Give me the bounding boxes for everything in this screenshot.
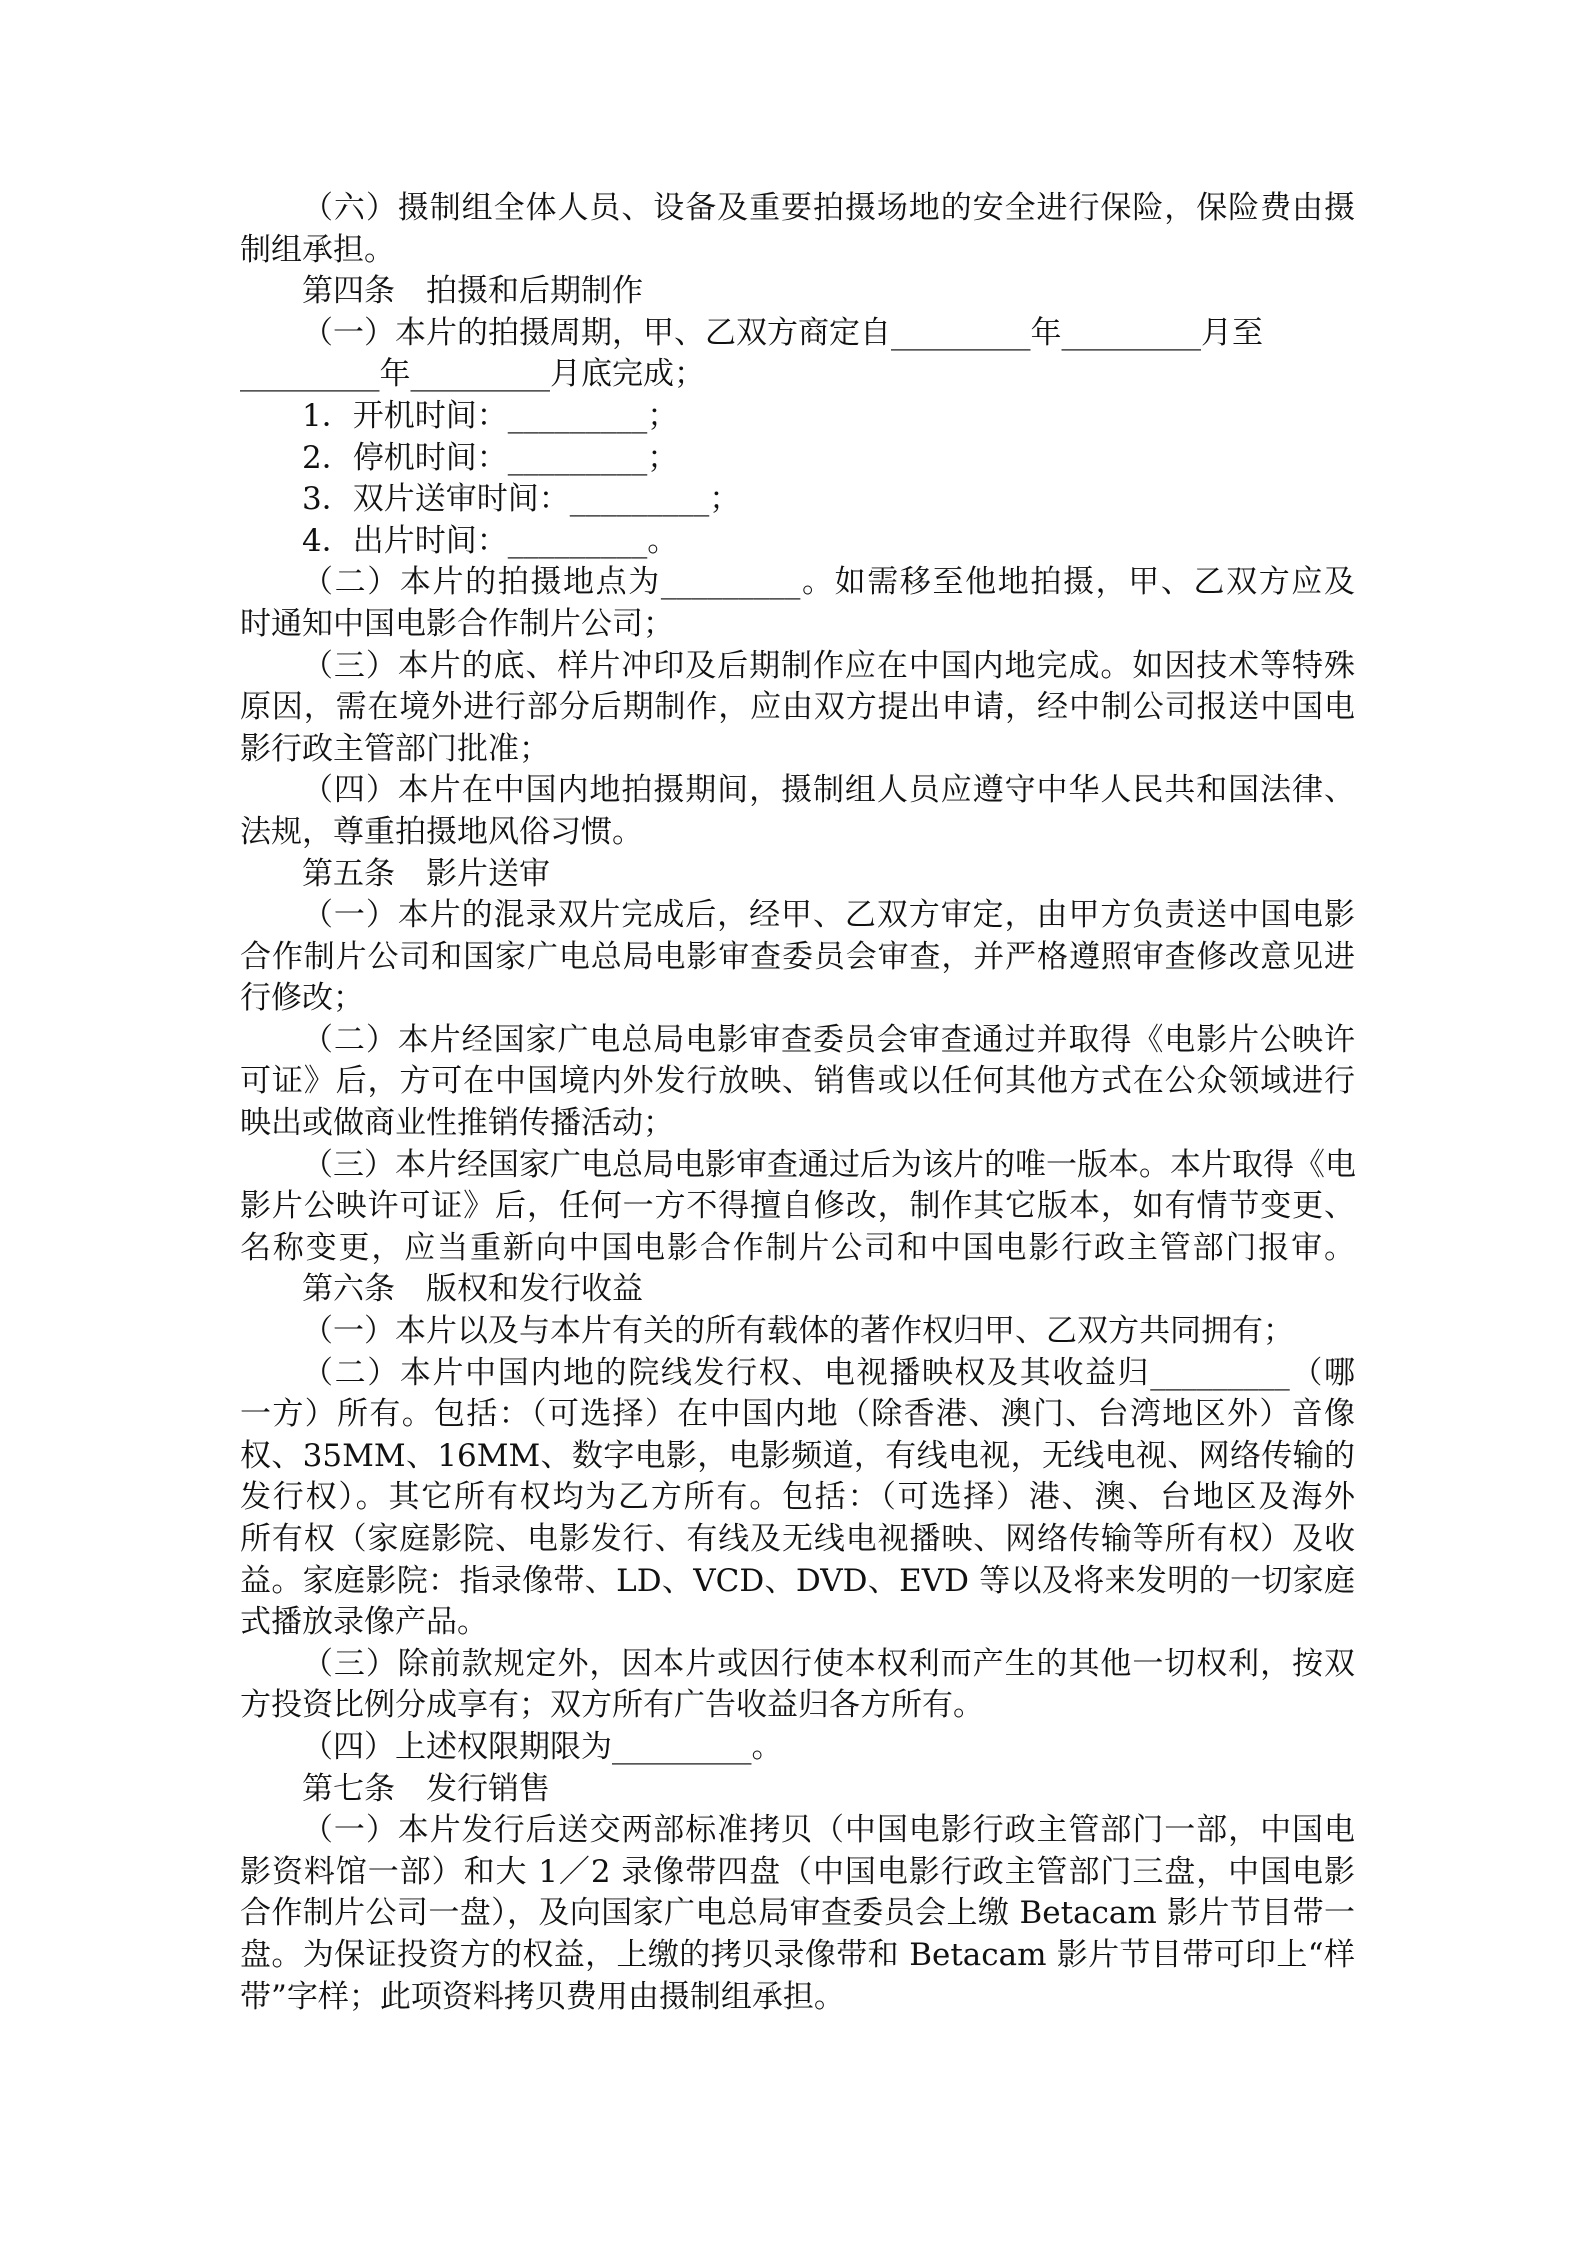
text-line: 第七条 发行销售 [302, 1770, 550, 1807]
text-line: 2．停机时间：_________； [302, 439, 679, 476]
text-line: 权、35MM、16MM、数字电影，电影频道，有线电视，无线电视、网络传输的 [240, 1437, 1355, 1474]
text-line: 原因，需在境外进行部分后期制作，应由双方提出申请，经中制公司报送中国电 [240, 689, 1355, 726]
text-line: （四）本片在中国内地拍摄期间，摄制组人员应遵守中华人民共和国法律、 [302, 772, 1355, 809]
text-line: 发行权）。其它所有权均为乙方所有。包括：（可选择）港、澳、台地区及海外 [240, 1479, 1355, 1516]
text-line: （三）本片的底、样片冲印及后期制作应在中国内地完成。如因技术等特殊 [302, 647, 1355, 684]
text-line: （三）本片经国家广电总局电影审查通过后为该片的唯一版本。本片取得《电 [302, 1146, 1356, 1183]
text-line: （一）本片的拍摄周期，甲、乙双方商定自_________年_________月至 [302, 314, 1263, 351]
text-line: 时通知中国电影合作制片公司； [240, 605, 674, 642]
text-line: 影资料馆一部）和大 1／2 录像带四盘（中国电影行政主管部门三盘，中国电影 [240, 1853, 1355, 1890]
text-line: 名称变更，应当重新向中国电影合作制片公司和中国电影行政主管部门报审。 [240, 1229, 1355, 1266]
text-line: 式播放录像产品。 [240, 1604, 488, 1641]
text-line: _________年_________月底完成； [240, 356, 705, 393]
text-line: （二）本片中国内地的院线发行权、电视播映权及其收益归_________（哪 [302, 1354, 1355, 1391]
text-line: 方投资比例分成享有；双方所有广告收益归各方所有。 [240, 1687, 984, 1724]
text-line: 带”字样；此项资料拷贝费用由摄制组承担。 [240, 1978, 845, 2015]
text-line: 第五条 影片送审 [302, 855, 550, 892]
text-line: 可证》后，方可在中国境内外发行放映、销售或以任何其他方式在公众领域进行 [240, 1063, 1355, 1100]
text-line: （二）本片经国家广电总局电影审查委员会审查通过并取得《电影片公映许 [302, 1021, 1355, 1058]
text-line: 制组承担。 [240, 231, 395, 268]
text-line: （六）摄制组全体人员、设备及重要拍摄场地的安全进行保险，保险费由摄 [302, 190, 1355, 226]
text-line: 第六条 版权和发行收益 [302, 1271, 643, 1308]
text-line: （四）上述权限期限为_________。 [302, 1728, 783, 1765]
text-line: 第四条 拍摄和后期制作 [302, 273, 643, 310]
text-line: 合作制片公司和国家广电总局电影审查委员会审查，并严格遵照审查修改意见进 [240, 938, 1355, 975]
text-line: 1．开机时间：_________； [302, 397, 679, 434]
text-line: 所有权（家庭影院、电影发行、有线及无线电视播映、网络传输等所有权）及收 [240, 1521, 1355, 1557]
text-line: 映出或做商业性推销传播活动； [240, 1105, 674, 1142]
text-line: （一）本片发行后送交两部标准拷贝（中国电影行政主管部门一部，中国电 [302, 1812, 1355, 1849]
text-line: 3．双片送审时间：_________； [302, 481, 741, 518]
text-line: 盘。为保证投资方的权益，上缴的拷贝录像带和 Betacam 影片节目带可印上“样 [240, 1936, 1355, 1973]
text-line: 一方）所有。包括：（可选择）在中国内地（除香港、澳门、台湾地区外）音像 [240, 1396, 1355, 1433]
text-line: （三）除前款规定外，因本片或因行使本权利而产生的其他一切权利，按双 [302, 1645, 1355, 1682]
text-line: 影行政主管部门批准； [240, 730, 550, 767]
text-line: 4．出片时间：_________。 [302, 522, 679, 559]
text-line: 法规，尊重拍摄地风俗习惯。 [240, 813, 643, 850]
text-line: （一）本片以及与本片有关的所有载体的著作权归甲、乙双方共同拥有； [302, 1313, 1294, 1350]
text-line: 行修改； [240, 980, 364, 1017]
text-line: 影片公映许可证》后，任何一方不得擅自修改，制作其它版本，如有情节变更、 [240, 1188, 1355, 1225]
text-line: （二）本片的拍摄地点为_________。如需移至他地拍摄，甲、乙双方应及 [302, 564, 1355, 601]
contract-body [240, 188, 1355, 2018]
text-line: （一）本片的混录双片完成后，经甲、乙双方审定，由甲方负责送中国电影 [302, 897, 1355, 934]
text-line: 合作制片公司一盘），及向国家广电总局审查委员会上缴 Betacam 影片节目带一 [240, 1895, 1355, 1932]
text-line: 益。家庭影院：指录像带、LD、VCD、DVD、EVD 等以及将来发明的一切家庭 [240, 1562, 1355, 1599]
